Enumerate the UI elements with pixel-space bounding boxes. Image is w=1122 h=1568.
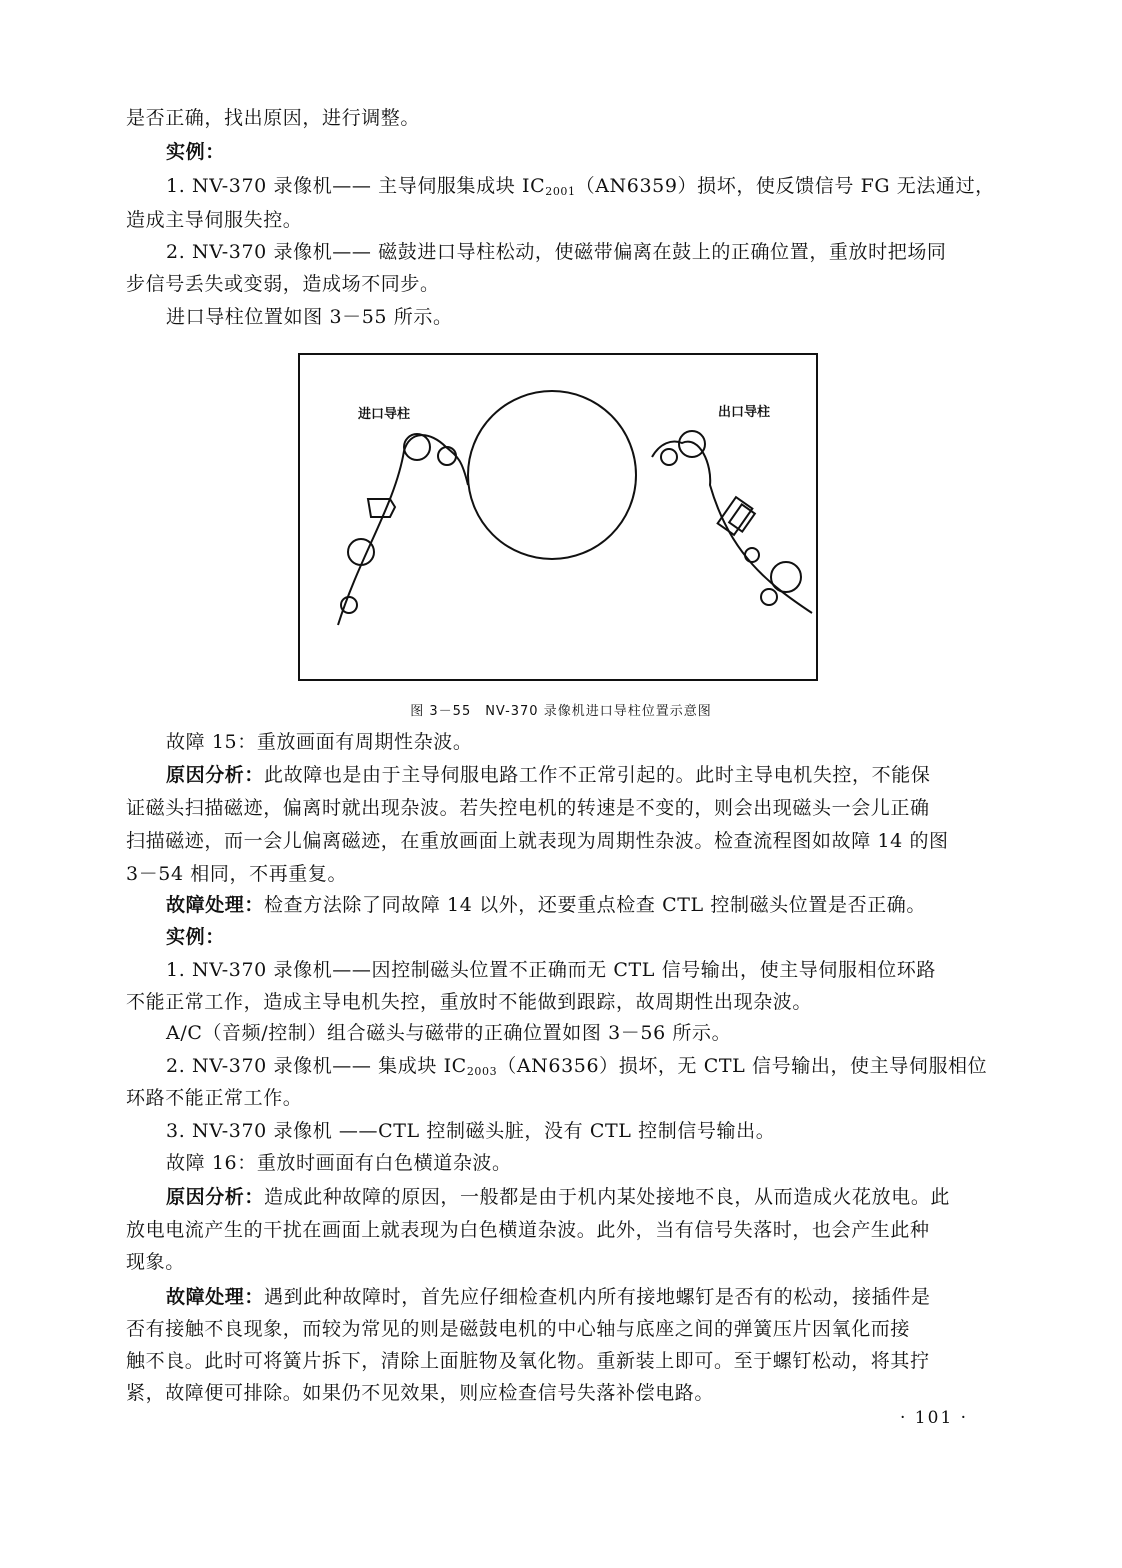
exit-roller (661, 449, 677, 465)
paragraph-line: 不能正常工作，造成主导电机失控，重放时不能做到跟踪，故周期性出现杂波。 (126, 991, 813, 1013)
fault-handling-16: 故障处理：遇到此种故障时，首先应仔细检查机内所有接地螺钉是否有的松动，接插件是 (166, 1286, 931, 1308)
paragraph-line: 触不良。此时可将簧片拆下，清除上面脏物及氧化物。重新装上即可。至于螺钉松动，将其拧 (126, 1350, 930, 1372)
guide-post-diagram (298, 353, 818, 681)
right-roller-small (745, 548, 759, 562)
example-1-line-2: 造成主导伺服失控。 (126, 209, 303, 231)
paragraph-line: 否有接触不良现象，而较为常见的则是磁鼓电机的中心轴与底座之间的弹簧压片因氧化而接 (126, 1318, 911, 1340)
entry-guide-post (404, 434, 430, 460)
paragraph-line: 现象。 (126, 1251, 185, 1273)
example-15-2: 2. NV-370 录像机—— 集成块 $IC_{2003}(AN6356)$损坏，无 CTL 信号输出，使主导伺服相位 (166, 1055, 988, 1078)
paragraph-line: 紧，故障便可排除。如果仍不见效果，则应检查信号失落补偿电路。 (126, 1382, 715, 1404)
cause-analysis-15: 原因分析：此故障也是由于主导伺服电路工作不正常引起的。此时主导电机失控，不能保 (166, 764, 931, 786)
cause-analysis-16: 原因分析：造成此种故障的原因，一般都是由于机内某处接地不良，从而造成火花放电。此 (166, 1186, 951, 1208)
paragraph-line: 3－54 相同，不再重复。 (126, 863, 348, 885)
example-1-line: 1. NV-370 录像机—— 主导伺服集成块 $IC_{2001}(AN6359)$损坏，使反馈信号 FG 无法通过， (166, 175, 995, 198)
example-2-line: 2. NV-370 录像机—— 磁鼓进口导柱松动，使磁带偏离在鼓上的正确位置，重放时把场同 (166, 241, 947, 263)
paragraph-line: 证磁头扫描磁迹，偏离时就出现杂波。若失控电机的转速是不变的，则会出现磁头一会儿正确 (126, 797, 930, 819)
figure-caption: 图 3－55 NV-370 录像机进口导柱位置示意图 (410, 704, 712, 719)
tape-path-left (338, 435, 468, 625)
fault-handling-15: 故障处理：检查方法除了同故障 14 以外，还要重点检查 CTL 控制磁头位置是否正确。 (166, 894, 926, 916)
figure-reference: 进口导柱位置如图 3－55 所示。 (166, 306, 453, 328)
page-number: · 101 · (900, 1408, 969, 1428)
paragraph-line: 放电电流产生的干扰在画面上就表现为白色横道杂波。此外，当有信号失落时，也会产生此种 (126, 1219, 930, 1241)
example-15-1: 1. NV-370 录像机——因控制磁头位置不正确而无 CTL 信号输出，使主导伺服相位环路 (166, 959, 937, 981)
ac-head-note: A/C（音频/控制）组合磁头与磁带的正确位置如图 3－56 所示。 (166, 1022, 732, 1044)
head-drum (468, 391, 636, 559)
example-heading: 实例： (166, 141, 225, 163)
paragraph-line: 是否正确，找出原因，进行调整。 (126, 107, 421, 129)
exit-guide-label: 出口导柱 (718, 405, 771, 420)
left-impedance-roller (348, 539, 374, 565)
left-erase-head (368, 499, 395, 517)
entry-roller (438, 447, 456, 465)
example-2-line-2: 步信号丢失或变弱，造成场不同步。 (126, 273, 440, 295)
fault-15-title: 故障 15：重放画面有周期性杂波。 (166, 731, 473, 753)
paragraph-line: 环路不能正常工作。 (126, 1087, 303, 1109)
pinch-roller (771, 562, 801, 592)
exit-guide-post (679, 431, 705, 457)
example-15-3: 3. NV-370 录像机 ——CTL 控制磁头脏，没有 CTL 控制信号输出。 (166, 1120, 776, 1142)
left-lower-roller (341, 597, 357, 613)
right-lower-roller (761, 589, 777, 605)
entry-guide-label: 进口导柱 (358, 407, 411, 422)
paragraph-line: 扫描磁迹，而一会儿偏离磁迹，在重放画面上就表现为周期性杂波。检查流程图如故障 14 的图 (126, 830, 949, 852)
example-heading: 实例： (166, 926, 225, 948)
fault-16-title: 故障 16：重放时画面有白色横道杂波。 (166, 1152, 512, 1174)
tape-path-right (652, 442, 812, 613)
ac-head (718, 497, 753, 535)
